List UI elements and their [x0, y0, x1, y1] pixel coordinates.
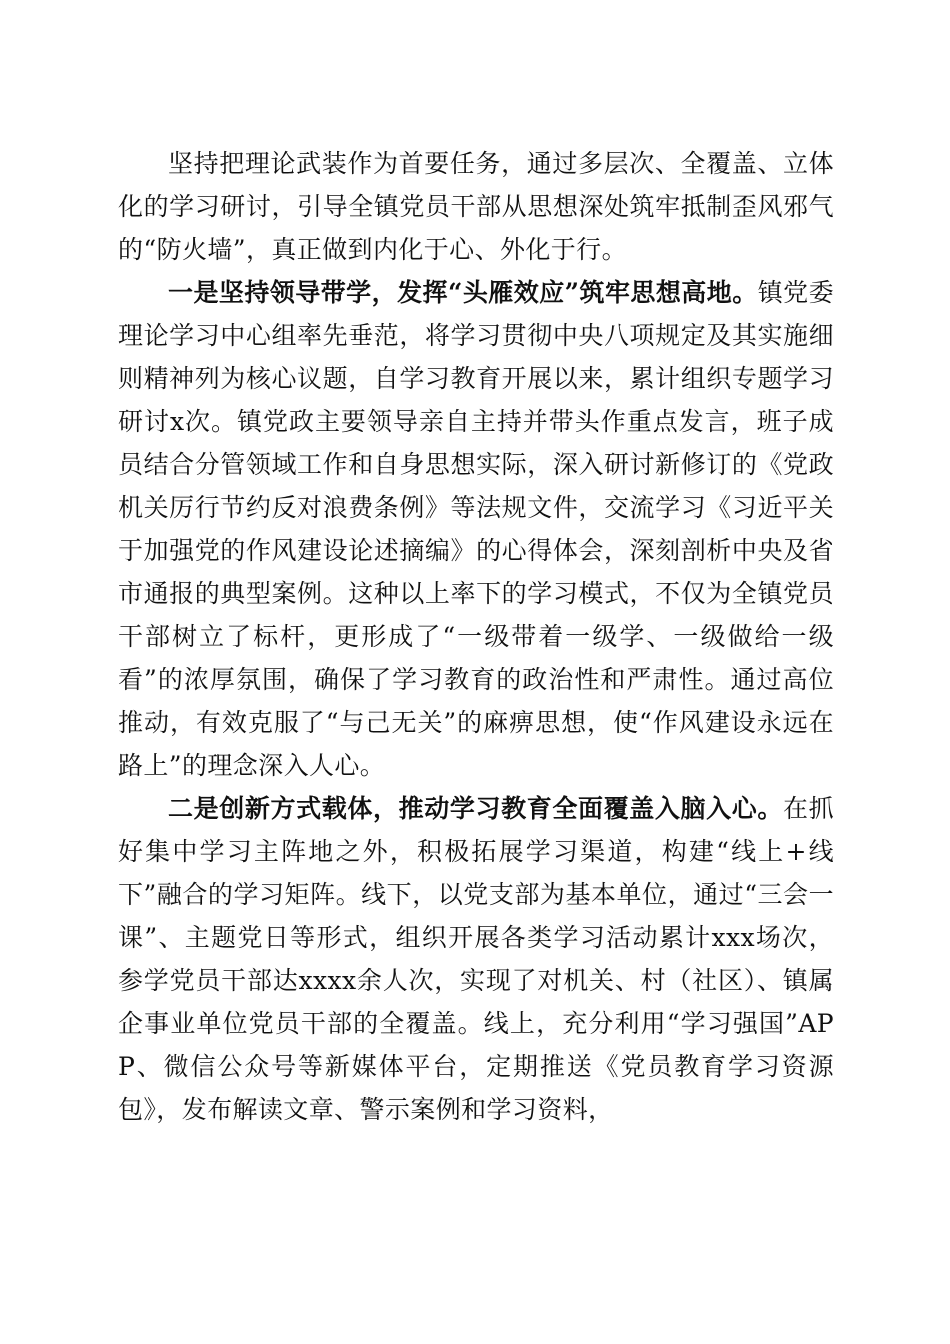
paragraph-innovative-methods — [118, 787, 834, 1131]
paragraph-lead: 一是坚持领导带学，发挥“头雁效应”筑牢思想高地。 — [168, 278, 758, 307]
paragraph-intro — [118, 142, 834, 271]
paragraph-text: 坚持把理论武装作为首要任务，通过多层次、全覆盖、立体化的学习研讨，引导全镇党员干部从思想深处筑牢抵制歪风邪气的“防火墙”，真正做到内化于心、外化于行。 — [118, 149, 834, 264]
document-body — [118, 142, 834, 1131]
paragraph-lead: 二是创新方式载体，推动学习教育全面覆盖入脑入心。 — [168, 794, 783, 823]
paragraph-leadership-study — [118, 271, 834, 787]
paragraph-text: 镇党委理论学习中心组率先垂范，将学习贯彻中央八项规定及其实施细则精神列为核心议题，自学习教育开展以来，累计组织专题学习研讨x次。镇党政主要领导亲自主持并带头作重点发言，班子成员结合分管领域工作和自身思想实际，深入研讨新修订的《党政机关厉行节约反对浪费条例》等法规文件，交流学习《习近平关于加强党的作风建设论述摘编》的心得体会，深刻剖析中央及省市通报的典型案例。这种以上率下的学习模式，不仅为全镇党员干部树立了标杆，更形成了“一级带着一级学、一级做给一级看”的浓厚氛围，确保了学习教育的政治性和严肃性。通过高位推动，有效克服了“与己无关”的麻痹思想，使“作风建设永远在路上”的理念深入人心。 — [118, 278, 834, 780]
paragraph-text: 在抓好集中学习主阵地之外，积极拓展学习渠道，构建“线上+线下”融合的学习矩阵。线下，以党支部为基本单位，通过“三会一课”、主题党日等形式，组织开展各类学习活动累计xxx场次，参学党员干部达xxxx余人次，实现了对机关、村（社区）、镇属企事业单位党员干部的全覆盖。线上，充分利用“学习强国”APP、微信公众号等新媒体平台，定期推送《党员教育学习资源包》，发布解读文章、警示案例和学习资料， — [118, 794, 834, 1124]
